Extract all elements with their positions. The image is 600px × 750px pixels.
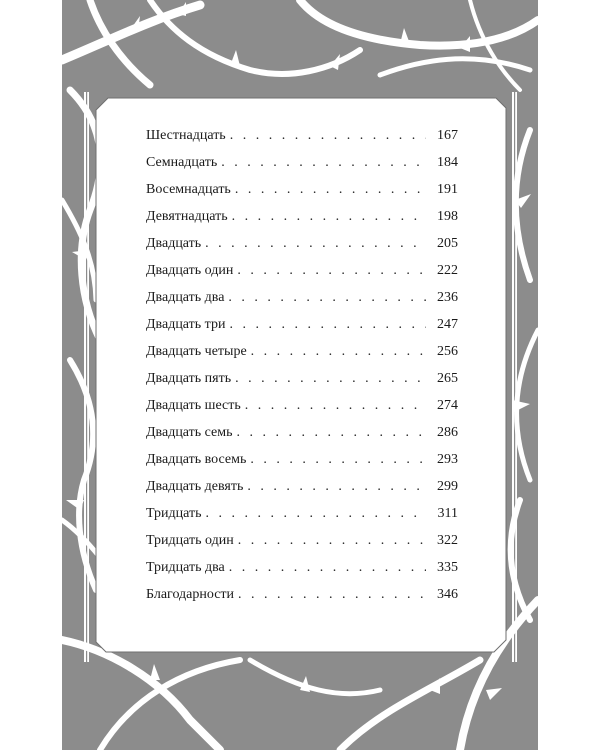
toc-entry[interactable]	[146, 182, 458, 209]
toc-entry-title: Тридцать один	[146, 533, 234, 548]
toc-dot-leader	[205, 506, 426, 522]
toc-dot-leader	[221, 155, 426, 171]
toc-dot-leader	[247, 479, 426, 495]
toc-entry[interactable]	[146, 290, 458, 317]
toc-entry[interactable]	[146, 344, 458, 371]
toc-entry-title: Двадцать семь	[146, 425, 233, 440]
toc-dot-leader	[238, 533, 426, 549]
toc-entry[interactable]	[146, 128, 458, 155]
toc-dot-leader	[229, 560, 426, 576]
toc-dot-leader	[229, 317, 426, 333]
toc-entry-page: 346	[437, 587, 458, 602]
toc-dot-leader	[237, 263, 426, 279]
toc-entry[interactable]	[146, 155, 458, 182]
toc-dot-leader	[251, 344, 426, 360]
toc-entry-title: Благодарности	[146, 587, 235, 602]
toc-entry[interactable]	[146, 371, 458, 398]
toc-entry-title: Двадцать три	[146, 317, 226, 332]
toc-dot-leader	[205, 236, 426, 252]
toc-entry-title: Двадцать пять	[146, 371, 232, 386]
toc-entry-title: Девятнадцать	[146, 209, 228, 224]
toc-entry[interactable]	[146, 398, 458, 425]
toc-entry-page: 322	[437, 533, 458, 548]
toc-dot-leader	[235, 371, 426, 387]
toc-entry-page: 191	[437, 182, 458, 197]
toc-entry-title: Двадцать шесть	[146, 398, 241, 413]
toc-dot-leader	[230, 128, 426, 144]
toc-entry[interactable]	[146, 560, 458, 587]
toc-entry[interactable]	[146, 479, 458, 506]
toc-dot-leader	[245, 398, 426, 414]
toc-dot-leader	[250, 452, 426, 468]
toc-entry-title: Двадцать девять	[146, 479, 244, 494]
toc-entry-page: 198	[437, 209, 458, 224]
toc-entry[interactable]	[146, 452, 458, 479]
toc-entry-title: Восемнадцать	[146, 182, 231, 197]
toc-entry-page: 256	[437, 344, 458, 359]
toc-entry-title: Двадцать восемь	[146, 452, 247, 467]
toc-entry[interactable]	[146, 263, 458, 290]
toc-dot-leader	[237, 425, 426, 441]
toc-entry-title: Тридцать два	[146, 560, 225, 575]
toc-dot-leader	[232, 209, 426, 225]
toc-entry-page: 274	[437, 398, 458, 413]
toc-entry[interactable]	[146, 533, 458, 560]
toc-entry[interactable]	[146, 236, 458, 263]
toc-entry[interactable]	[146, 587, 458, 614]
toc-entry-title: Шестнадцать	[146, 128, 226, 143]
toc-entry-title: Двадцать один	[146, 263, 234, 278]
toc-entry-page: 167	[437, 128, 458, 143]
toc-entry-page: 286	[437, 425, 458, 440]
toc-entry[interactable]	[146, 317, 458, 344]
toc-entry-title: Двадцать четыре	[146, 344, 247, 359]
toc-entry-page: 205	[437, 236, 458, 251]
toc-entry-title: Двадцать	[146, 236, 202, 251]
toc-dot-leader	[228, 290, 426, 306]
toc-entry-page: 311	[437, 506, 458, 521]
table-of-contents	[146, 128, 458, 614]
toc-entry-page: 299	[437, 479, 458, 494]
toc-entry-title: Семнадцать	[146, 155, 218, 170]
toc-dot-leader	[238, 587, 426, 603]
toc-entry-page: 236	[437, 290, 458, 305]
toc-dot-leader	[235, 182, 426, 198]
toc-entry-page: 247	[437, 317, 458, 332]
toc-entry-page: 222	[437, 263, 458, 278]
toc-entry-title: Двадцать два	[146, 290, 225, 305]
toc-entry[interactable]	[146, 506, 458, 533]
toc-entry-page: 293	[437, 452, 458, 467]
toc-entry[interactable]	[146, 209, 458, 236]
toc-entry[interactable]	[146, 425, 458, 452]
toc-entry-page: 265	[437, 371, 458, 386]
toc-entry-page: 184	[437, 155, 458, 170]
toc-entry-title: Тридцать	[146, 506, 202, 521]
toc-entry-page: 335	[437, 560, 458, 575]
